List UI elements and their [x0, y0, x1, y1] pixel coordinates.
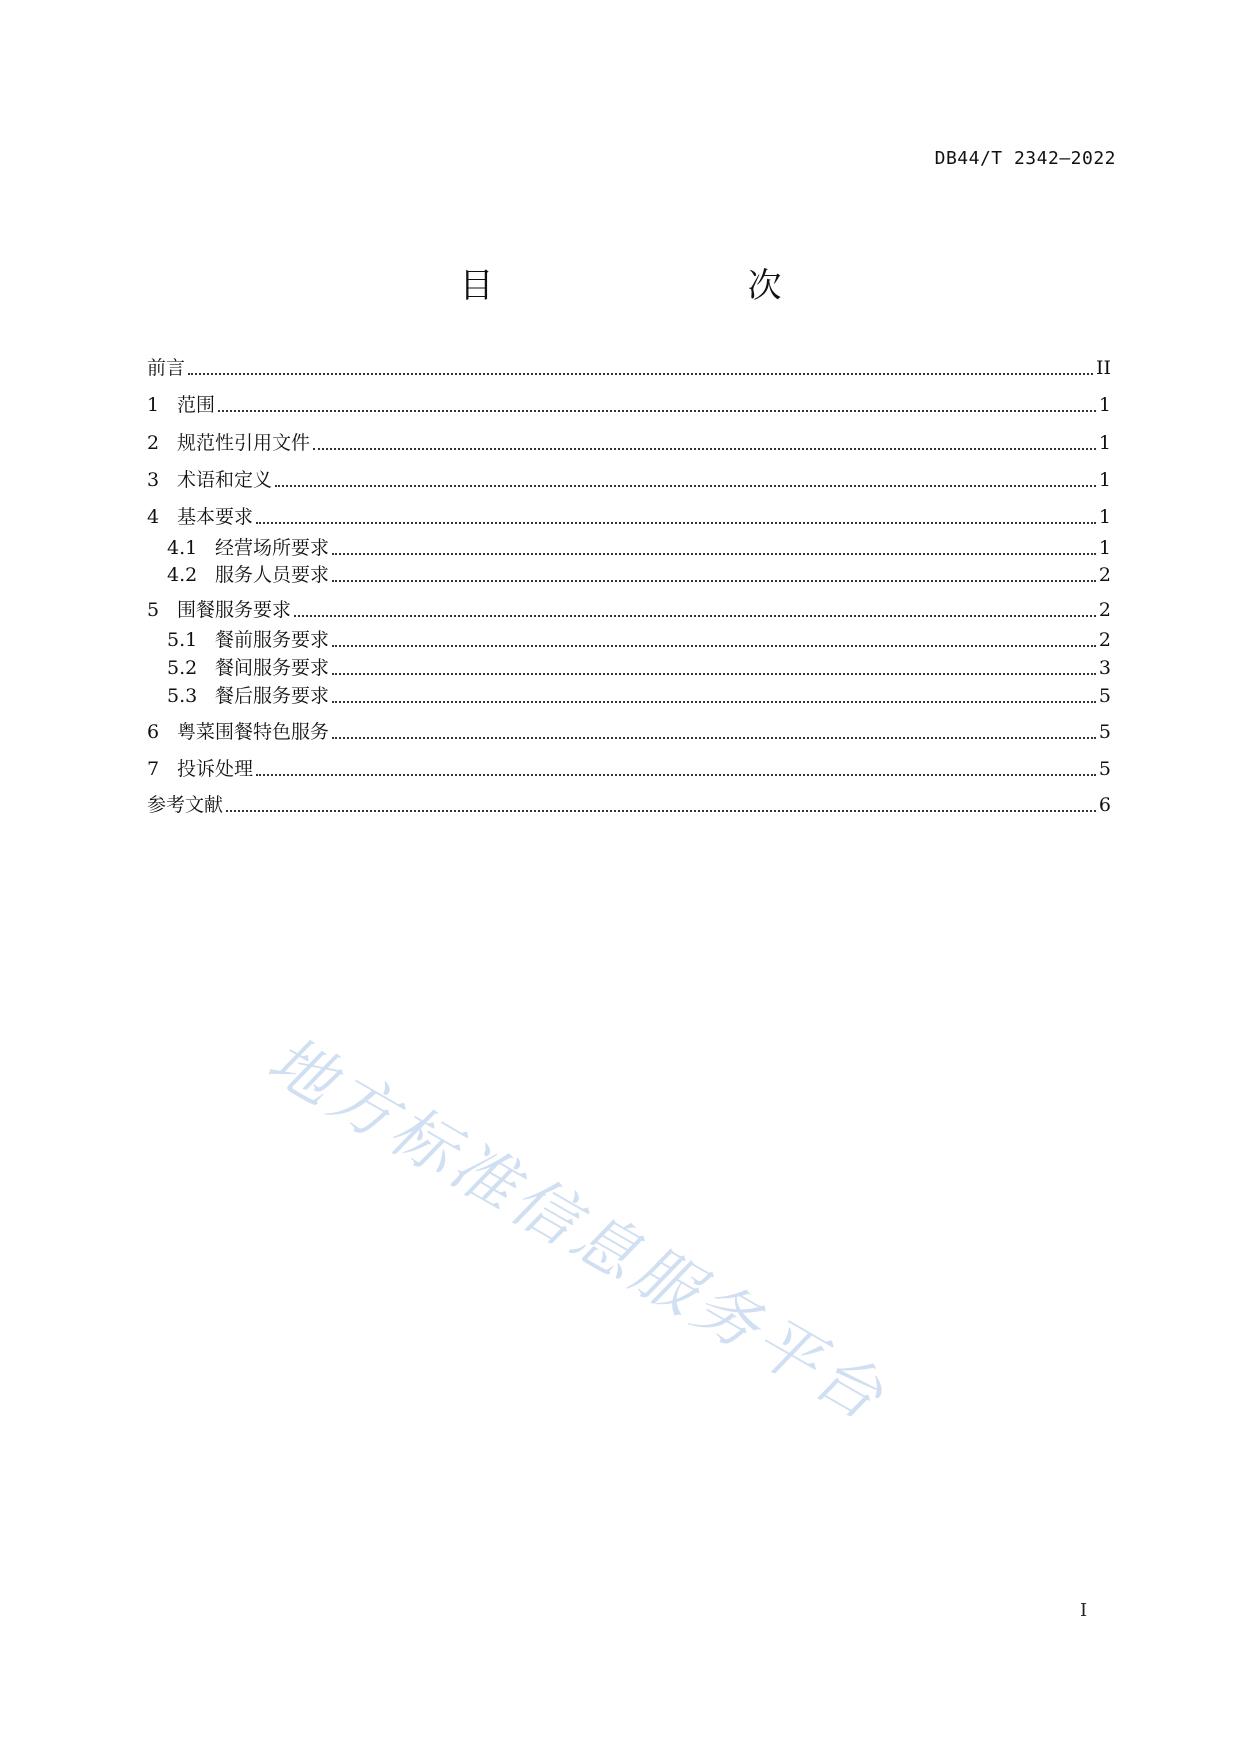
toc-entry-number: 4.1 — [167, 537, 198, 559]
toc-entry[interactable] — [147, 389, 1111, 417]
toc-entry-page: 2 — [1098, 564, 1111, 586]
toc-entry[interactable] — [167, 559, 1111, 587]
toc-entry-label: 餐后服务要求 — [215, 685, 330, 707]
toc-entry-number: 2 — [147, 432, 160, 454]
toc-entry[interactable] — [167, 680, 1111, 708]
toc-entry-number: 1 — [147, 394, 160, 416]
toc-entry-label: 术语和定义 — [177, 469, 273, 491]
toc-entry-page: 2 — [1098, 599, 1111, 621]
toc-entry-page: 1 — [1098, 506, 1111, 528]
toc-dot-leader — [332, 736, 1096, 739]
page-number: I — [1080, 1600, 1088, 1621]
toc-dot-leader — [226, 809, 1096, 812]
toc-entry-page: 5 — [1098, 685, 1111, 707]
toc-dot-leader — [332, 579, 1096, 582]
toc-entry-label: 范围 — [177, 394, 216, 416]
toc-dot-leader — [294, 614, 1096, 617]
toc-entry-label: 服务人员要求 — [215, 564, 330, 586]
toc-entry-page: 3 — [1098, 657, 1111, 679]
toc-entry-number: 7 — [147, 758, 160, 780]
toc-entry[interactable] — [167, 652, 1111, 680]
toc-entry[interactable] — [147, 464, 1111, 492]
toc-entry-number: 5.2 — [167, 657, 198, 679]
toc-entry[interactable] — [147, 753, 1111, 781]
toc-entry-page: II — [1095, 357, 1111, 379]
toc-dot-leader — [313, 447, 1096, 450]
toc-entry[interactable] — [147, 352, 1111, 380]
toc-entry-label: 规范性引用文件 — [177, 432, 311, 454]
toc-dot-leader — [188, 372, 1093, 375]
toc-entry-page: 5 — [1098, 758, 1111, 780]
toc-entry-label: 投诉处理 — [177, 758, 254, 780]
toc-entry-page: 5 — [1098, 721, 1111, 743]
watermark: 地方标准信息服务平台 — [255, 1022, 899, 1438]
toc-entry-label: 经营场所要求 — [215, 537, 330, 559]
toc-entry-page: 2 — [1098, 629, 1111, 651]
toc-entry-page: 1 — [1098, 432, 1111, 454]
toc-entry-number: 5.3 — [167, 685, 198, 707]
toc-dot-leader — [332, 552, 1096, 555]
toc-entry-page: 1 — [1098, 469, 1111, 491]
toc-entry-page: 1 — [1098, 537, 1111, 559]
toc-entry[interactable] — [147, 716, 1111, 744]
toc-entry-number: 4.2 — [167, 564, 198, 586]
toc-dot-leader — [275, 484, 1096, 487]
toc-entry-label: 基本要求 — [177, 506, 254, 528]
page-title: 目 次 — [459, 266, 844, 306]
toc-dot-leader — [256, 773, 1096, 776]
toc-entry[interactable] — [147, 427, 1111, 455]
toc-dot-leader — [332, 700, 1096, 703]
toc-entry-label: 餐间服务要求 — [215, 657, 330, 679]
toc-entry[interactable] — [147, 789, 1111, 817]
toc-entry[interactable] — [147, 501, 1111, 529]
toc-entry[interactable] — [167, 532, 1111, 560]
toc-entry-number: 5 — [147, 599, 160, 621]
toc-entry-label: 粤菜围餐特色服务 — [177, 721, 330, 743]
toc-entry[interactable] — [147, 594, 1111, 622]
toc-entry-number: 3 — [147, 469, 160, 491]
toc-dot-leader — [218, 409, 1096, 412]
document-code: DB44/T 2342—2022 — [934, 148, 1116, 169]
toc-dot-leader — [256, 521, 1096, 524]
toc-entry-number: 6 — [147, 721, 160, 743]
toc-dot-leader — [332, 672, 1096, 675]
toc-entry-number: 5.1 — [167, 629, 198, 651]
toc-entry-label: 餐前服务要求 — [215, 629, 330, 651]
toc-entry-number: 4 — [147, 506, 160, 528]
toc-entry-label: 围餐服务要求 — [177, 599, 292, 621]
toc-entry-label: 前言 — [147, 357, 186, 379]
toc-entry-label: 参考文献 — [147, 794, 224, 816]
toc-entry[interactable] — [167, 624, 1111, 652]
toc-entry-page: 6 — [1098, 794, 1111, 816]
toc-entry-page: 1 — [1098, 394, 1111, 416]
toc-dot-leader — [332, 644, 1096, 647]
